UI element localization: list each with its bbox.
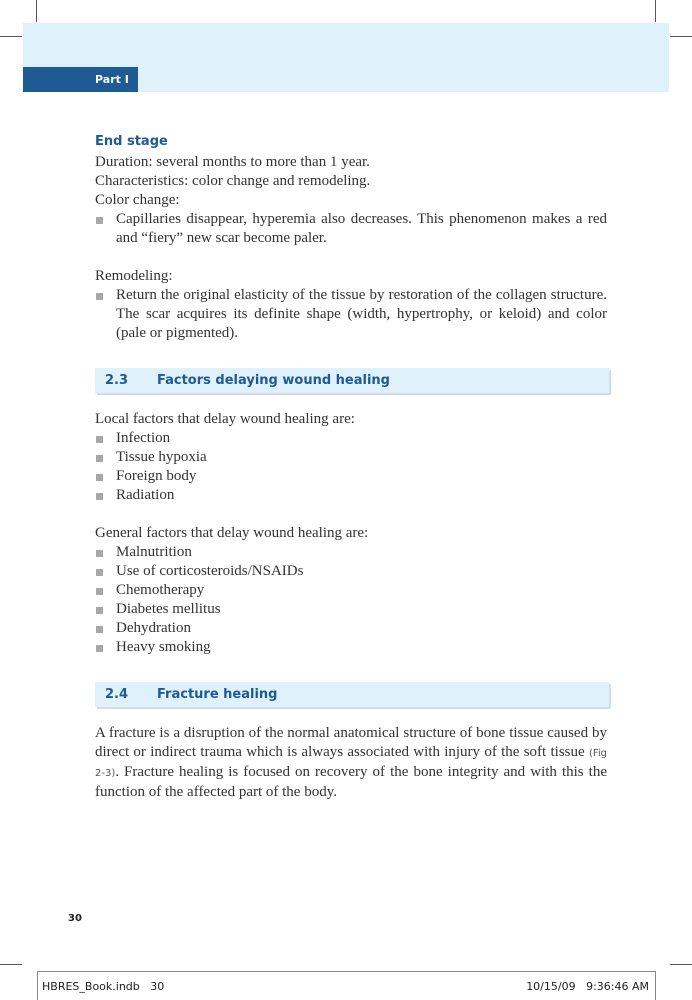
- local-factors-intro: Local factors that delay wound healing are:: [95, 411, 355, 427]
- page-number: 30: [68, 913, 82, 924]
- section-number: 2.4: [105, 687, 129, 702]
- list-item: Malnutrition: [95, 543, 607, 562]
- crop-mark: [0, 36, 22, 37]
- bullet-square-icon: [96, 588, 103, 595]
- local-factors-list: [95, 429, 607, 505]
- remodeling-label: Remodeling:: [95, 268, 173, 284]
- general-factors-intro: General factors that delay wound healing are:: [95, 525, 369, 541]
- slug-timestamp: 10/15/09 9:36:46 AM: [526, 980, 649, 993]
- end-stage-heading: End stage: [95, 134, 168, 149]
- characteristics-text: Characteristics: color change and remodeling.: [95, 173, 371, 189]
- list-item: Infection: [95, 429, 607, 448]
- slug-file: HBRES_Book.indb 30: [42, 980, 165, 993]
- bullet-square-icon: [96, 455, 103, 462]
- crop-mark: [36, 0, 37, 22]
- section-title: Factors delaying wound healing: [157, 373, 390, 388]
- bullet-square-icon: [96, 293, 103, 300]
- bullet-square-icon: [96, 436, 103, 443]
- list-item: Heavy smoking: [95, 638, 607, 657]
- bullet-square-icon: [96, 474, 103, 481]
- page-content: [95, 132, 607, 802]
- part-label: Part I: [23, 67, 138, 92]
- bullet-square-icon: [96, 607, 103, 614]
- fracture-paragraph: A fracture is a disruption of the normal anatomical structure of bone tissue caused by direct or indirect trauma which is always associated with injury of the soft tissue (Fig 2-3). Fracture healing is focused on recovery of the bone integrity and with this the function of the affected part of the body.: [95, 725, 607, 800]
- print-slug: [37, 971, 656, 1000]
- section-heading-2-4: [95, 682, 609, 707]
- remodeling-list: [95, 286, 607, 343]
- crop-mark: [670, 964, 692, 965]
- bullet-square-icon: [96, 645, 103, 652]
- bullet-square-icon: [96, 493, 103, 500]
- general-factors-list: [95, 543, 607, 657]
- list-item: Radiation: [95, 486, 607, 505]
- color-change-list: [95, 210, 607, 248]
- bullet-square-icon: [96, 569, 103, 576]
- list-item: Tissue hypoxia: [95, 448, 607, 467]
- list-item: Use of corticosteroids/NSAIDs: [95, 562, 607, 581]
- bullet-square-icon: [96, 626, 103, 633]
- crop-mark: [0, 964, 22, 965]
- color-change-label: Color change:: [95, 192, 180, 208]
- bullet-square-icon: [96, 550, 103, 557]
- list-item: Capillaries disappear, hyperemia also decreases. This phenomenon makes a red and “fiery” new scar become paler.: [95, 210, 607, 248]
- figure-reference-link[interactable]: (Fig 2-3): [95, 748, 607, 779]
- list-item: Foreign body: [95, 467, 607, 486]
- list-item: Return the original elasticity of the tissue by restoration of the collagen structure. The scar acquires its definite shape (width, hypertrophy, or keloid) and color (pale or pigmented).: [95, 286, 607, 343]
- crop-mark: [670, 36, 692, 37]
- crop-mark: [655, 0, 656, 22]
- section-heading-2-3: [95, 368, 609, 393]
- bullet-square-icon: [96, 217, 103, 224]
- list-item: Chemotherapy: [95, 581, 607, 600]
- section-number: 2.3: [105, 373, 129, 388]
- list-item: Dehydration: [95, 619, 607, 638]
- section-title: Fracture healing: [157, 687, 278, 702]
- duration-text: Duration: several months to more than 1 year.: [95, 154, 370, 170]
- list-item: Diabetes mellitus: [95, 600, 607, 619]
